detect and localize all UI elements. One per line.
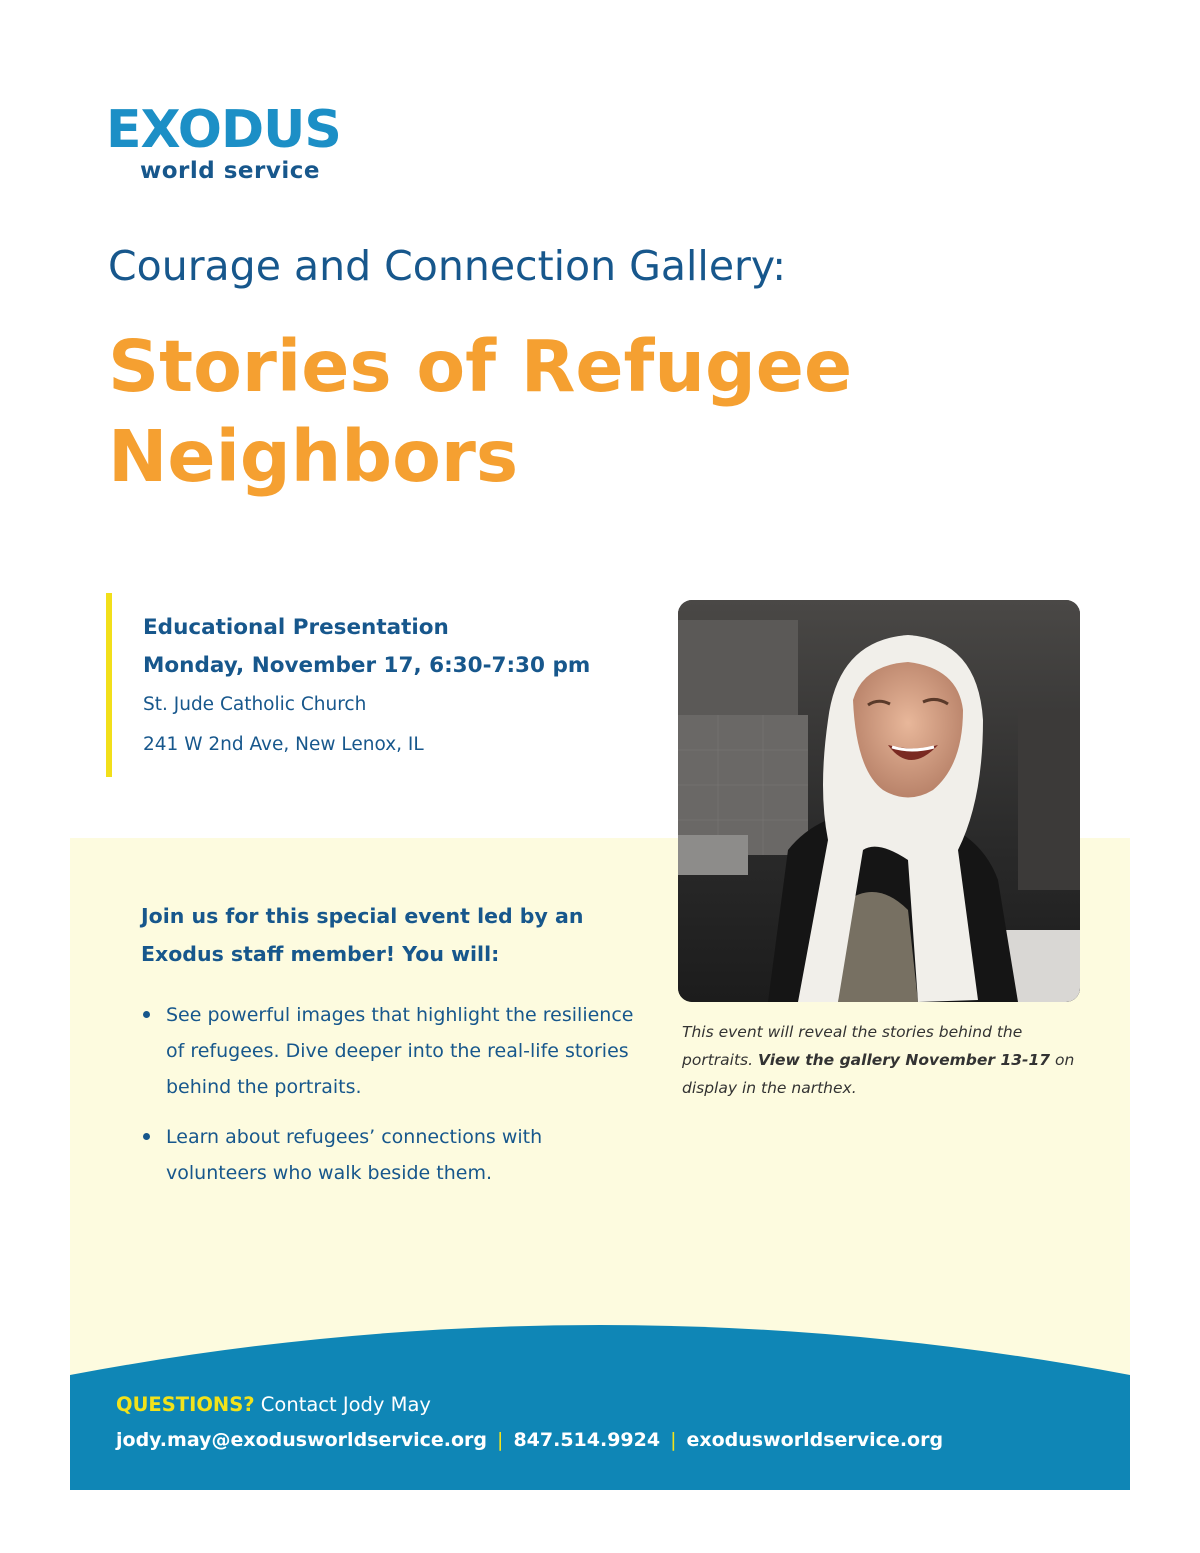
- logo-wordmark: EXODUS: [106, 100, 341, 160]
- caption-gallery-dates: View the gallery November 13-17: [757, 1051, 1051, 1069]
- event-details: [106, 593, 646, 777]
- intro-heading: Join us for this special event led by an Exodus staff member! You will:: [141, 904, 584, 966]
- separator: |: [670, 1429, 677, 1451]
- photo-caption: [682, 1018, 1082, 1102]
- caption-text-start: This event will reveal the stories behind the portraits.: [682, 1023, 1023, 1069]
- event-venue: St. Jude Catholic Church: [143, 694, 367, 715]
- contact-phone[interactable]: 847.514.9924: [513, 1429, 661, 1451]
- portrait-photo: [678, 600, 1080, 1002]
- contact-name: Contact Jody May: [260, 1393, 431, 1416]
- list-item: Learn about refugees’ connections with volunteers who walk beside them.: [141, 1119, 641, 1191]
- benefits-list: [141, 997, 641, 1205]
- contact-line: [116, 1388, 1096, 1422]
- exodus-logo: [106, 100, 386, 190]
- page-title: Stories of Refugee Neighbors: [108, 325, 853, 498]
- questions-label: QUESTIONS?: [116, 1393, 255, 1416]
- separator: |: [497, 1429, 504, 1451]
- event-type: Educational Presentation: [143, 615, 449, 640]
- caption-text-end: on display in the narthex.: [682, 1051, 1075, 1097]
- website-link[interactable]: exodusworldservice.org: [686, 1429, 944, 1451]
- contact-details: [116, 1422, 1096, 1458]
- logo-tagline: world service: [140, 158, 320, 184]
- contact-email-link[interactable]: jody.may@exodusworldservice.org: [116, 1429, 488, 1451]
- page-subtitle: Courage and Connection Gallery:: [108, 242, 787, 290]
- list-item: See powerful images that highlight the resilience of refugees. Dive deeper into the real-life stories behind the portraits.: [141, 997, 641, 1105]
- contact-footer: [116, 1388, 1096, 1458]
- event-address: 241 W 2nd Ave, New Lenox, IL: [143, 734, 424, 755]
- event-date: Monday, November 17, 6:30-7:30 pm: [143, 653, 591, 678]
